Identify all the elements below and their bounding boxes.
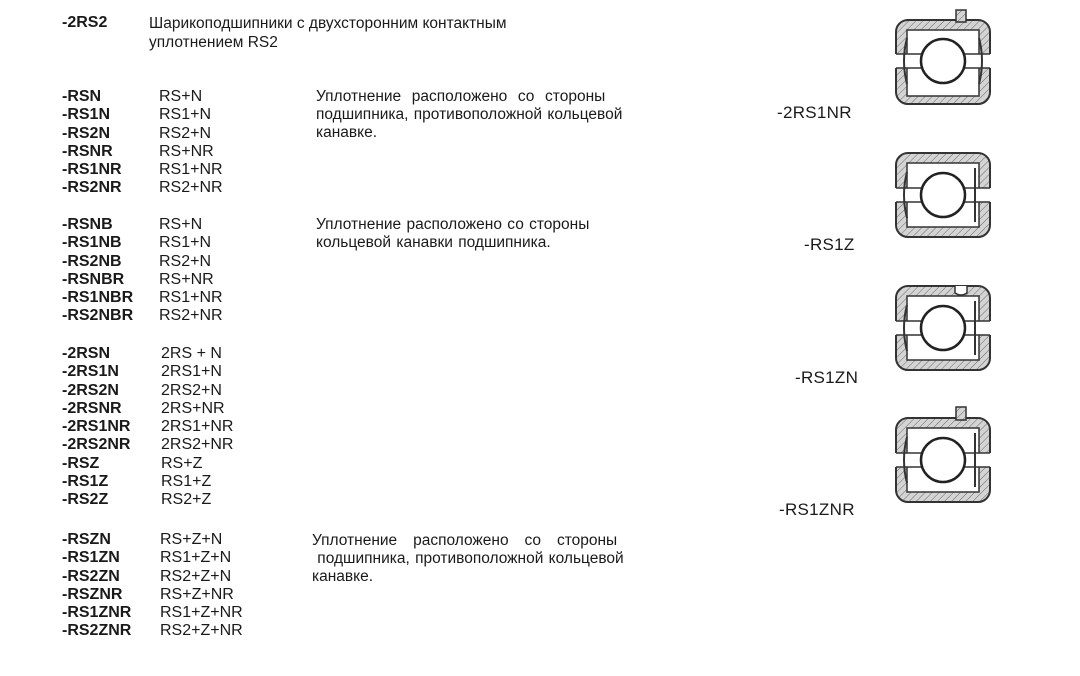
formula-item: 2RS1+N xyxy=(161,363,222,381)
formula-item: 2RS + N xyxy=(161,345,222,362)
description-line: Уплотнение расположено со стороны xyxy=(312,532,618,549)
figure-label: -RS1Z xyxy=(804,235,855,254)
code-item: -RSZ xyxy=(62,454,100,472)
figure-label: -2RS1NR xyxy=(777,103,852,122)
formula-item: RS2+NR xyxy=(159,307,223,325)
description-line: подшипника, противоположной кольцевой xyxy=(316,106,623,123)
group-1-description xyxy=(316,88,622,142)
formula-item: RS1+NR xyxy=(159,289,223,307)
formula-item: RS2+Z+NR xyxy=(160,622,243,640)
formula-item: RS+N xyxy=(159,216,203,233)
description-line: канавке. xyxy=(316,124,378,141)
formula-item: RS2+N xyxy=(159,124,212,142)
formula-item: 2RS2+NR xyxy=(161,436,234,454)
bearing-rs1z-icon xyxy=(893,150,993,240)
formula-item: RS1+N xyxy=(159,234,212,252)
formula-item: RS1+Z+N xyxy=(160,549,232,567)
bearing-2rs1nr-icon xyxy=(893,8,993,106)
formula-item: 2RS2+N xyxy=(161,381,222,399)
formula-item: RS+Z xyxy=(161,454,203,472)
code-item: -RS1NB xyxy=(62,234,122,252)
description-line: канавке. xyxy=(312,568,374,585)
code-item: -RS2N xyxy=(62,124,111,142)
formula-item: RS2+N xyxy=(159,252,212,270)
code-item: -RS1Z xyxy=(62,473,109,491)
formula-item: RS2+NR xyxy=(159,179,223,197)
code-item: -RSZNR xyxy=(62,585,123,603)
code-item: -RS1NBR xyxy=(62,289,134,307)
group-3-formulas xyxy=(161,345,233,510)
header-code: -2RS2 xyxy=(62,14,108,31)
code-item: -RS1NR xyxy=(62,161,122,179)
figure-label: -RS1ZN xyxy=(795,368,859,387)
formula-item: 2RS1+NR xyxy=(161,418,234,436)
code-item: -RSNBR xyxy=(62,270,125,288)
code-item: -2RS2NR xyxy=(62,436,131,454)
group-2-formulas xyxy=(159,216,223,326)
code-item: -RS2Z xyxy=(62,491,109,509)
formula-item: RS+Z+N xyxy=(160,531,223,548)
code-item: -RSNR xyxy=(62,142,113,160)
bearing-rs1zn-icon xyxy=(893,283,993,373)
code-item: -RS2ZN xyxy=(62,567,120,585)
group-4-formulas xyxy=(160,531,243,641)
code-item: -RS2NB xyxy=(62,252,122,270)
formula-item: RS2+Z+N xyxy=(160,567,232,585)
code-item: -RSZN xyxy=(62,531,111,548)
header-description-line: Шарикоподшипники с двухсторонним контактным xyxy=(149,15,507,32)
code-item: -RS2ZNR xyxy=(62,622,132,640)
formula-item: 2RS+NR xyxy=(161,399,225,417)
header-description-line: уплотнением RS2 xyxy=(149,34,278,51)
group-2-codes xyxy=(62,216,133,326)
formula-item: RS1+N xyxy=(159,106,212,124)
code-item: -RS2NR xyxy=(62,179,122,197)
formula-item: RS+Z+NR xyxy=(160,585,234,603)
description-line: Уплотнение расположено со стороны xyxy=(316,88,606,105)
description-line: Уплотнение расположено со стороны xyxy=(316,216,590,233)
code-item: -RS2NBR xyxy=(62,307,134,325)
header-description xyxy=(149,14,629,52)
group-1-formulas xyxy=(159,88,223,198)
group-4-codes xyxy=(62,531,131,641)
group-1-codes xyxy=(62,88,122,198)
description-line: подшипника, противоположной кольцевой xyxy=(312,550,624,567)
formula-item: RS2+Z xyxy=(161,491,212,509)
formula-item: RS+NR xyxy=(159,142,214,160)
code-item: -2RS2N xyxy=(62,381,119,399)
code-item: -RSN xyxy=(62,88,102,105)
group-2-description xyxy=(316,216,589,252)
group-4-description xyxy=(312,532,624,586)
code-item: -2RS1NR xyxy=(62,418,131,436)
formula-item: RS1+Z+NR xyxy=(160,604,243,622)
formula-item: RS+N xyxy=(159,88,203,105)
bearing-rs1znr-icon xyxy=(893,404,993,504)
code-item: -RS1ZNR xyxy=(62,604,132,622)
formula-item: RS+NR xyxy=(159,270,214,288)
code-item: -RSNB xyxy=(62,216,113,233)
code-item: -2RSN xyxy=(62,345,111,362)
code-item: -RS1N xyxy=(62,106,111,124)
description-line: кольцевой канавки подшипника. xyxy=(316,234,551,251)
code-item: -2RS1N xyxy=(62,363,119,381)
code-item: -2RSNR xyxy=(62,399,122,417)
code-item: -RS1ZN xyxy=(62,549,120,567)
formula-item: RS1+Z xyxy=(161,473,212,491)
formula-item: RS1+NR xyxy=(159,161,223,179)
figure-label: -RS1ZNR xyxy=(779,500,855,519)
group-3-codes xyxy=(62,345,130,510)
